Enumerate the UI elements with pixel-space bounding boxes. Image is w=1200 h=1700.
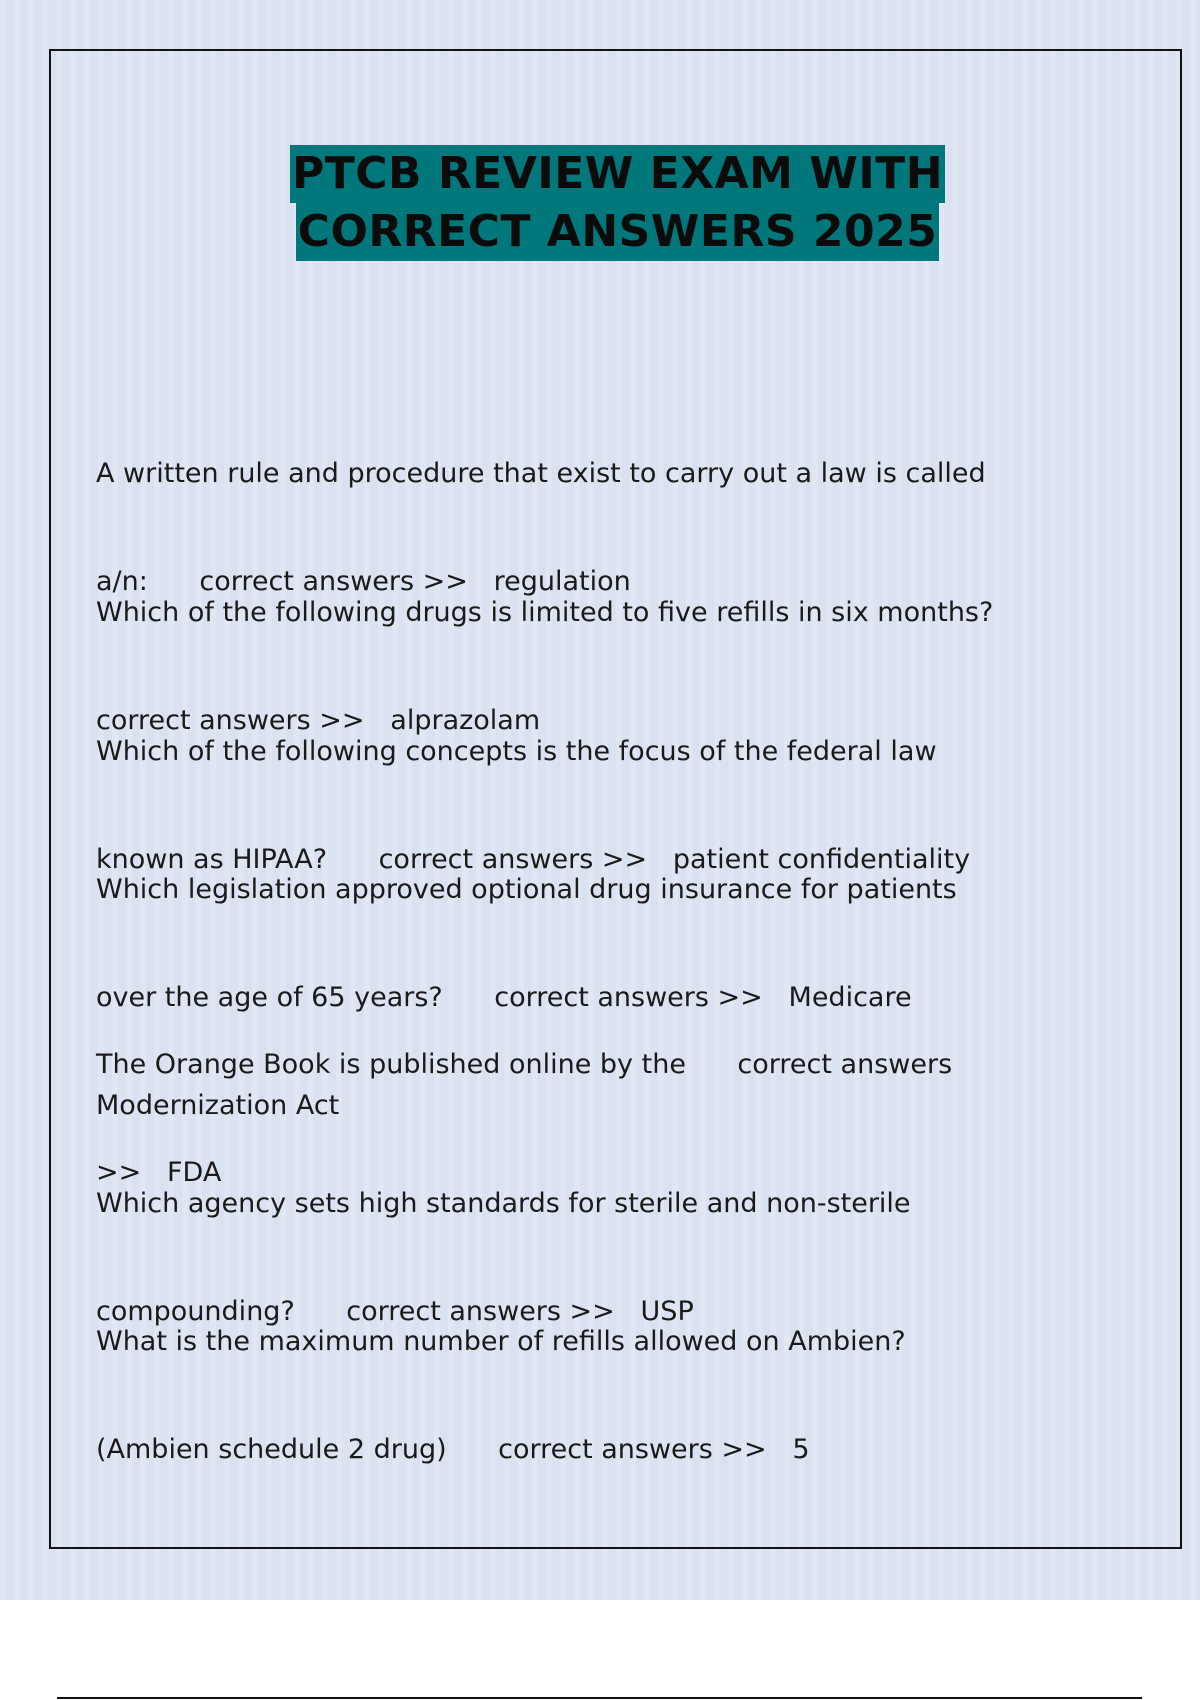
- qa-item-4-line-2: over the age of 65 years? correct answers >> Medicare: [96, 982, 912, 1013]
- qa-item-4-line-1: Which legislation approved optional drug insurance for patients: [96, 874, 957, 905]
- qa-item-7-line-1: What is the maximum number of refills allowed on Ambien?: [96, 1326, 906, 1357]
- qa-item-7: [96, 1252, 906, 1540]
- qa-item-3-line-2: known as HIPAA? correct answers >> patient confidentiality: [96, 844, 971, 875]
- title-line-1: PTCB REVIEW EXAM WITH: [290, 145, 945, 203]
- document-title: [51, 145, 1184, 261]
- title-line-2: CORRECT ANSWERS 2025: [296, 203, 940, 261]
- qa-item-5-line-2: >> FDA: [96, 1157, 222, 1188]
- qa-item-3-line-1: Which of the following concepts is the focus of the federal law: [96, 736, 937, 767]
- qa-item-5-line-1: The Orange Book is published online by the correct answers: [96, 1049, 953, 1080]
- qa-item-1-line-1: A written rule and procedure that exist to carry out a law is called: [96, 458, 986, 489]
- qa-item-1-line-2: a/n: correct answers >> regulation: [96, 566, 631, 597]
- qa-item-6-line-1: Which agency sets high standards for sterile and non-sterile: [96, 1188, 911, 1219]
- qa-item-7-line-2: (Ambien schedule 2 drug) correct answers >> 5: [96, 1434, 810, 1465]
- qa-item-2-line-2: correct answers >> alprazolam: [96, 705, 541, 736]
- qa-item-2-line-1: Which of the following drugs is limited to five refills in six months?: [96, 597, 994, 628]
- qa-item-4-line-3: Modernization Act: [96, 1090, 340, 1121]
- footer-rule: [57, 1697, 1142, 1699]
- qa-item-6-line-2: compounding? correct answers >> USP: [96, 1296, 694, 1327]
